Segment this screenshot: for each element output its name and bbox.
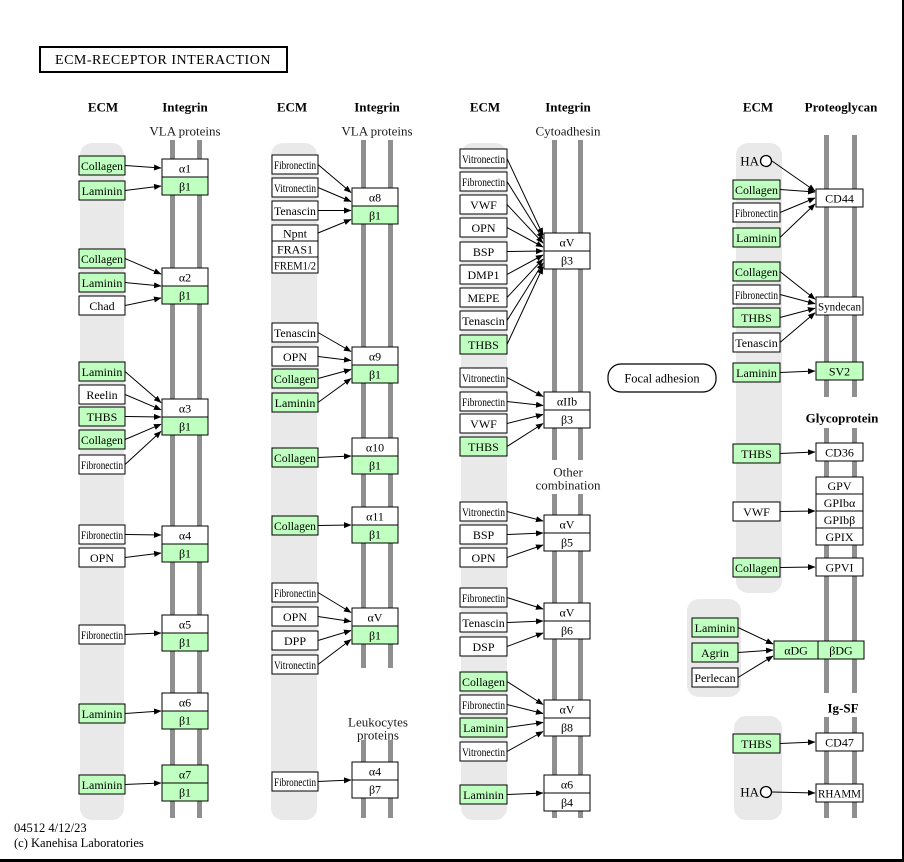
receptor-label: β1: [368, 208, 382, 223]
ligand-label: THBS: [468, 440, 499, 454]
binding-arrow: [318, 333, 351, 352]
ligand-label: VWF: [470, 417, 497, 431]
ligand-label: Fibronectin: [274, 158, 316, 172]
binding-arrow: [125, 372, 161, 403]
ligand-label: Laminin: [81, 365, 123, 379]
ligand-label: Laminin: [463, 788, 504, 802]
binding-arrow: [507, 415, 543, 424]
ligand-label: Laminin: [274, 396, 316, 410]
ligand-label: MEPE: [467, 291, 500, 305]
binding-arrow: [125, 298, 161, 306]
ligand-label: FREM1/2: [274, 258, 316, 273]
binding-arrow: [507, 545, 543, 558]
ligand-ha-label[interactable]: HA: [740, 784, 759, 800]
receptor-label: αDG: [784, 643, 808, 658]
binding-arrow: [125, 283, 161, 287]
receptor-label: α7: [178, 767, 192, 782]
binding-arrow: [780, 204, 815, 238]
receptor-label: αV: [559, 235, 575, 250]
ligand-label: Fibronectin: [462, 698, 505, 712]
ligand-label: OPN: [89, 551, 115, 565]
column-header: Glycoprotein: [805, 410, 879, 426]
binding-arrow: [318, 220, 351, 234]
binding-arrow: [318, 357, 351, 361]
column-header: ECM: [276, 99, 308, 115]
ligand-label: THBS: [741, 311, 772, 325]
ligand-label: Collagen: [81, 433, 123, 447]
column-header: Ig-SF: [827, 700, 859, 716]
receptor-label: α11: [366, 509, 384, 524]
ligand-label: Vitronectin: [462, 505, 505, 519]
ligand-label: Laminin: [736, 366, 777, 380]
column-subtitle: Other: [553, 464, 583, 480]
focal-adhesion-label: Focal adhesion: [624, 371, 700, 386]
ligand-label: Vitronectin: [462, 152, 505, 166]
binding-arrow: [507, 512, 543, 522]
binding-arrow: [507, 533, 543, 535]
binding-arrow: [125, 633, 161, 635]
binding-arrow: [318, 593, 351, 613]
receptor-label: β4: [560, 795, 574, 810]
ligand-label: Laminin: [81, 276, 123, 290]
binding-arrow: [507, 424, 543, 447]
binding-arrow: [318, 165, 351, 193]
receptor-label: CD44: [825, 191, 854, 206]
binding-arrow: [507, 705, 543, 714]
binding-arrow: [125, 553, 161, 558]
ecm-strip: [734, 716, 782, 820]
column-header: Integrin: [162, 99, 208, 115]
receptor-label: CD47: [825, 735, 854, 750]
ligand-label: THBS: [741, 737, 772, 751]
ligand-label: OPN: [471, 551, 496, 565]
ligand-label: Fibronectin: [735, 206, 778, 220]
receptor-label: CD36: [825, 445, 854, 460]
binding-arrow: [318, 379, 351, 403]
binding-arrow: [507, 732, 543, 752]
binding-arrow: [318, 370, 351, 379]
ligand-label: Perlecan: [694, 671, 736, 685]
ligand-label: Vitronectin: [274, 181, 316, 195]
ligand-label: Collagen: [462, 675, 505, 689]
binding-arrow: [780, 308, 815, 317]
receptor-label: Syndecan: [818, 299, 861, 314]
ligand-label: Laminin: [736, 231, 777, 245]
receptor-label: SV2: [828, 364, 851, 379]
receptor-label: α6: [178, 695, 192, 710]
binding-arrow: [125, 166, 161, 169]
ligand-label: Collagen: [81, 159, 123, 173]
column-header: Proteoglycan: [804, 99, 878, 115]
binding-arrow: [780, 313, 815, 343]
binding-arrow: [507, 251, 543, 252]
binding-arrow: [780, 567, 815, 568]
column-subtitle: Leukocytes: [348, 714, 408, 730]
receptor-label: α9: [368, 349, 382, 364]
binding-arrow: [125, 431, 161, 464]
receptor-label: β3: [560, 412, 574, 427]
ligand-label: BSP: [472, 528, 495, 542]
binding-arrow: [318, 780, 351, 782]
ligand-label: OPN: [282, 610, 308, 624]
receptor-label: β1: [178, 713, 192, 728]
receptor-label: α5: [178, 617, 192, 632]
receptor-label: βDG: [829, 643, 853, 658]
binding-arrow: [507, 621, 543, 623]
column-subtitle: Cytoadhesin: [535, 123, 601, 139]
membrane-bar: [824, 717, 829, 818]
ligand-label: Collagen: [735, 265, 778, 279]
ligand-label: Vitronectin: [462, 745, 505, 759]
receptor-label: β7: [368, 782, 382, 797]
binding-arrow: [507, 723, 543, 728]
membrane-bar: [852, 135, 857, 397]
binding-arrow: [780, 190, 815, 193]
receptor-label: αV: [559, 605, 575, 620]
receptor-label: GPV: [827, 479, 852, 493]
ligand-label: Agrin: [701, 646, 729, 660]
binding-arrow: [125, 711, 161, 714]
column-header: ECM: [87, 99, 119, 115]
binding-arrow: [318, 456, 351, 458]
ligand-label: Collagen: [735, 183, 778, 197]
ligand-label: OPN: [471, 221, 496, 235]
receptor-label: α1: [178, 161, 192, 176]
binding-arrow: [507, 633, 543, 647]
receptor-label: β1: [368, 628, 382, 643]
ligand-label: Collagen: [274, 451, 316, 465]
ligand-label: Tenascin: [462, 616, 505, 630]
receptor-label: α4: [178, 528, 192, 543]
binding-arrow: [125, 535, 161, 536]
ligand-label: DSP: [472, 640, 495, 654]
binding-arrow: [738, 656, 773, 678]
ligand-label: Collagen: [735, 561, 778, 575]
ligand-label: Tenascin: [735, 336, 778, 350]
ligand-label: Vitronectin: [462, 371, 505, 385]
receptor-label: α4: [368, 764, 382, 779]
ligand-label: DPP: [283, 634, 307, 648]
ligand-label: Vitronectin: [274, 658, 316, 672]
receptor-label: β6: [560, 623, 574, 638]
ligand-label: Fibronectin: [462, 395, 505, 409]
ligand-label: VWF: [743, 505, 770, 519]
receptor-label: β1: [368, 458, 382, 473]
receptor-label: β3: [560, 253, 574, 268]
binding-arrow: [318, 631, 351, 641]
binding-arrow: [125, 417, 161, 418]
ligand-label: Fibronectin: [81, 628, 123, 642]
receptor-label: αIIb: [556, 394, 578, 409]
receptor-label: GPVI: [825, 560, 854, 575]
binding-arrow: [507, 402, 543, 406]
column-header: ECM: [469, 99, 501, 115]
ligand-label: Npnt: [283, 226, 307, 241]
ligand-label: Collagen: [274, 519, 316, 533]
binding-arrow: [780, 371, 815, 373]
ligand-label: THBS: [86, 410, 118, 424]
ligand-label: Reelin: [86, 388, 118, 402]
ligand-label: Laminin: [81, 707, 123, 721]
receptor-label: αV: [559, 702, 575, 717]
column-subtitle: VLA proteins: [149, 123, 221, 139]
receptor-label: α8: [368, 190, 382, 205]
receptor-label: α6: [560, 777, 574, 792]
binding-arrow: [780, 295, 815, 304]
ligand-ha-label[interactable]: HA: [740, 153, 759, 169]
binding-arrow: [125, 259, 161, 275]
binding-arrow: [125, 783, 161, 785]
ligand-label: Tenascin: [462, 314, 505, 328]
receptor-label: β1: [178, 288, 192, 303]
binding-arrow: [780, 452, 815, 454]
column-header: ECM: [742, 99, 774, 115]
binding-arrow: [780, 511, 815, 512]
ligand-label: Fibronectin: [81, 528, 123, 542]
receptor-label: GPIX: [825, 530, 854, 544]
binding-arrow: [780, 742, 815, 744]
receptor-label: β5: [560, 535, 574, 550]
receptor-label: β1: [368, 367, 382, 382]
ligand-label: Chad: [89, 299, 115, 313]
receptor-label: α10: [365, 440, 385, 455]
receptor-label: β1: [178, 179, 192, 194]
ligand-label: Laminin: [81, 778, 123, 792]
ligand-label: Tenascin: [274, 204, 316, 218]
ligand-label: Laminin: [463, 721, 504, 735]
receptor-label: β1: [368, 527, 382, 542]
ligand-label: OPN: [282, 350, 308, 364]
membrane-bar: [824, 135, 829, 397]
receptor-label: α3: [178, 401, 192, 416]
binding-arrow: [738, 628, 773, 645]
binding-arrow: [738, 650, 773, 653]
binding-arrow: [125, 186, 161, 191]
ligand-label: Fibronectin: [462, 591, 505, 605]
column-subtitle: combination: [535, 477, 601, 493]
receptor-label: GPIbα: [823, 496, 856, 510]
ligand-label: Fibronectin: [274, 586, 316, 600]
binding-arrow: [507, 682, 543, 705]
receptor-label: β8: [560, 720, 574, 735]
binding-arrow: [780, 272, 815, 300]
ligand-label: BSP: [472, 245, 495, 259]
ligand-label: DMP1: [467, 268, 500, 282]
binding-arrow: [318, 525, 351, 526]
ha-circle[interactable]: [761, 787, 772, 798]
binding-arrow: [318, 640, 351, 665]
ligand-label: THBS: [741, 447, 772, 461]
column-header: Integrin: [354, 99, 400, 115]
ligand-label: Fibronectin: [462, 175, 505, 189]
binding-arrow: [780, 198, 815, 213]
binding-arrow: [318, 617, 351, 622]
receptor-label: GPIbβ: [823, 513, 856, 527]
ligand-label: THBS: [468, 338, 499, 352]
binding-arrow: [125, 424, 161, 439]
ligand-label: VWF: [470, 198, 497, 212]
map-id-date: 04512 4/12/23: [14, 821, 87, 835]
binding-arrow: [507, 793, 543, 795]
receptor-label: β1: [178, 419, 192, 434]
receptor-label: RHAMM: [818, 786, 862, 801]
binding-arrow: [125, 395, 161, 410]
ligand-label: Laminin: [81, 184, 123, 198]
receptor-label: β1: [178, 785, 192, 800]
receptor-label: αV: [559, 517, 575, 532]
binding-arrow: [318, 188, 351, 202]
ligand-label: Laminin: [694, 621, 736, 635]
column-subtitle: proteins: [357, 727, 399, 743]
ligand-label: Tenascin: [274, 326, 316, 340]
column-header: Integrin: [545, 99, 591, 115]
receptor-label: α2: [178, 270, 192, 285]
column-subtitle: VLA proteins: [341, 123, 413, 139]
page-title: ECM-RECEPTOR INTERACTION: [55, 53, 271, 68]
ligand-label: Fibronectin: [735, 288, 778, 302]
ligand-label: Collagen: [81, 252, 123, 266]
ligand-label: FRAS1: [276, 242, 314, 257]
copyright: (c) Kanehisa Laboratories: [14, 836, 144, 850]
ligand-label: Fibronectin: [81, 458, 123, 472]
membrane-bar: [852, 717, 857, 818]
receptor-label: β1: [178, 635, 192, 650]
ha-circle[interactable]: [761, 156, 772, 167]
binding-arrow: [507, 378, 543, 397]
ligand-label: Collagen: [274, 372, 316, 386]
ligand-label: Fibronectin: [274, 775, 316, 789]
binding-arrow: [507, 598, 543, 610]
receptor-label: αV: [367, 610, 383, 625]
receptor-label: β1: [178, 546, 192, 561]
